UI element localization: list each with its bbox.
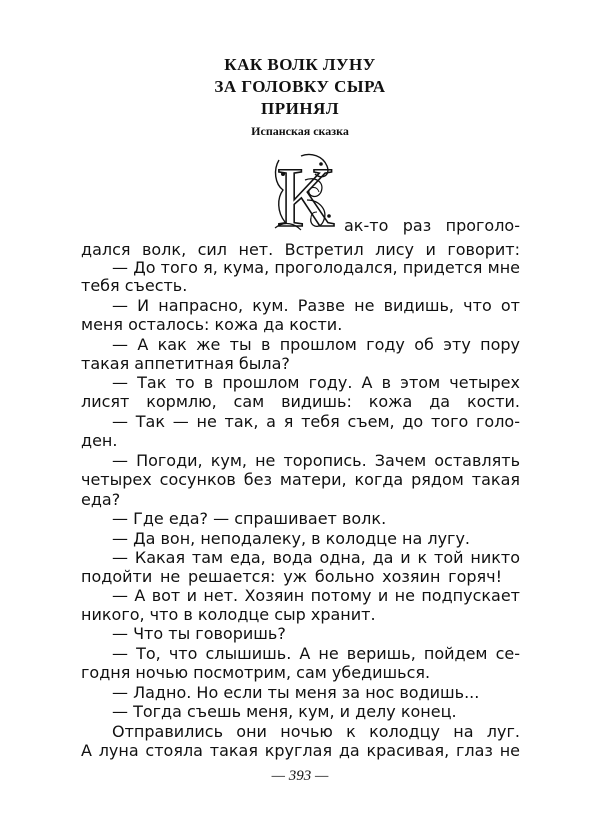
text-line-4: тебя съесть. xyxy=(81,276,188,295)
text-line-11: — Так — не так, а я тебя съем, до того голо- xyxy=(112,412,520,431)
text-line-22: — Что ты говоришь? xyxy=(112,624,286,643)
title-line-3: ПРИНЯЛ xyxy=(261,99,339,118)
text-line-13: — Погоди, кум, не торопись. Зачем оставлять xyxy=(112,451,520,470)
subtitle: Испанская сказка xyxy=(251,124,349,138)
title-line-1: КАК ВОЛК ЛУНУ xyxy=(224,55,376,74)
text-line-14: четырех сосунков без матери, когда рядом такая xyxy=(81,470,520,489)
text-line-16: — Где еда? — спрашивает волк. xyxy=(112,509,387,528)
text-line-18: — Какая там еда, вода одна, да и к той никто xyxy=(112,548,520,567)
text-line-5: — И напрасно, кум. Разве не видишь, что от xyxy=(112,296,520,315)
text-line-20: — А вот и нет. Хозяин потому и не подпускает xyxy=(112,586,520,605)
text-line-8: такая аппетитная была? xyxy=(81,354,290,373)
text-line-3: — До того я, кума, проголодался, придется мне xyxy=(112,258,520,277)
text-line-27: Отправились они ночью к колодцу на луг. xyxy=(112,722,520,741)
text-line-24: годня ночью посмотрим, сам убедишься. xyxy=(81,663,431,682)
text-line-6: меня осталось: кожа да кости. xyxy=(81,315,343,334)
text-line-2: дался волк, сил нет. Встретил лису и говорит: xyxy=(81,240,520,259)
title-line-2: ЗА ГОЛОВКУ СЫРА xyxy=(214,77,386,96)
text-line-10: лисят кормлю, сам видишь: кожа да кости. xyxy=(81,392,520,411)
drop-cap-letter: К xyxy=(276,150,334,234)
text-line-26: — Тогда съешь меня, кум, и делу конец. xyxy=(112,702,457,721)
text-line-9: — Так то в прошлом году. А в этом четырех xyxy=(112,373,520,392)
text-line-7: — А как же ты в прошлом году об эту пору xyxy=(112,335,520,354)
text-line-21: никого, что в колодце сыр хранит. xyxy=(81,605,376,624)
text-line-15: еда? xyxy=(81,490,121,509)
drop-cap-ornament xyxy=(271,150,343,234)
text-line-1: ак-то раз проголо- xyxy=(344,216,520,235)
page-number: — 393 — xyxy=(271,768,329,784)
text-line-12: ден. xyxy=(81,431,118,450)
text-line-25: — Ладно. Но если ты меня за нос водишь... xyxy=(112,683,480,702)
text-line-17: — Да вон, неподалеку, в колодце на лугу. xyxy=(112,529,470,548)
text-line-23: — То, что слышишь. А не веришь, пойдем се- xyxy=(112,644,520,663)
text-line-19: подойти не решается: уж больно хозяин горяч! xyxy=(81,567,502,586)
text-line-28: А луна стояла такая круглая да красивая, глаз не xyxy=(81,741,520,760)
